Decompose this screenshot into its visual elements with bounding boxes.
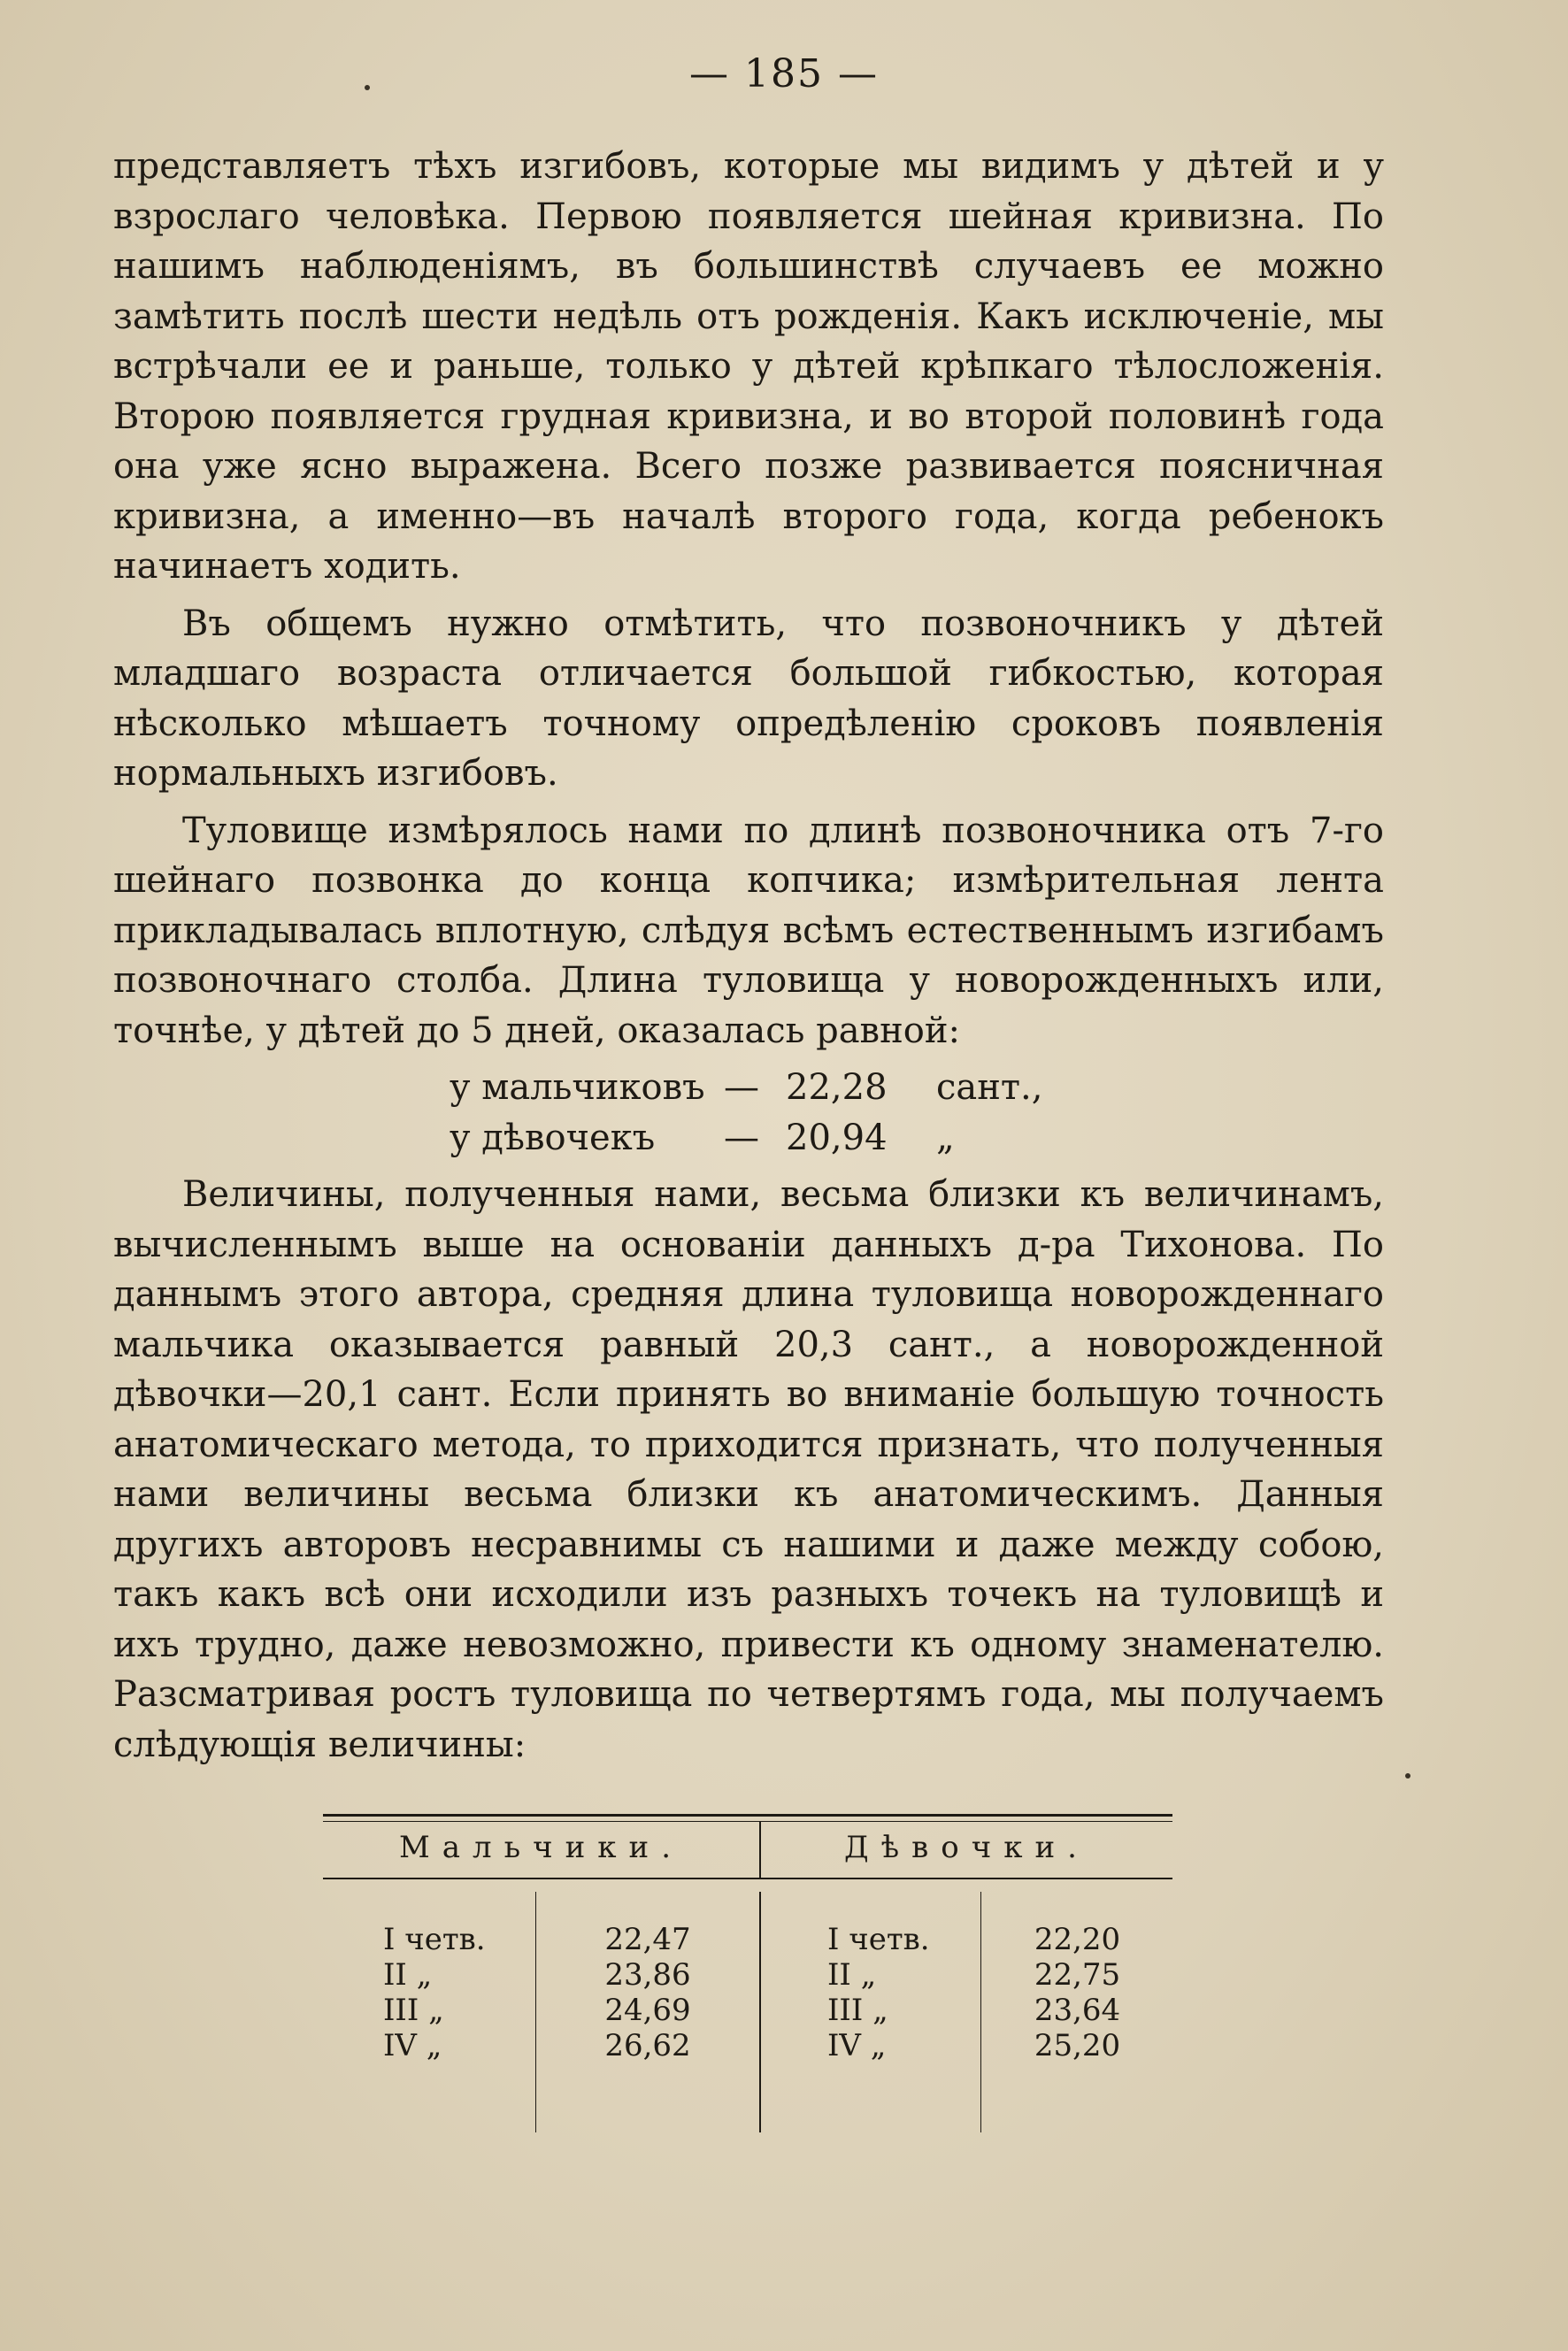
formula-value: 20,94	[786, 1117, 888, 1158]
formula-value: 22,28	[786, 1067, 888, 1108]
paragraph-2: Въ общемъ нужно отмѣтить, что позвоночникъ у дѣтей младшаго возраста отличается большой гибкостью, которая нѣсколько мѣшаетъ точному опредѣленію сроковъ появленія нормальныхъ изгибовъ.	[113, 603, 1384, 794]
body-text	[113, 142, 1384, 1777]
formula-label: у мальчиковъ	[450, 1067, 705, 1108]
boys-quarter: IV „	[383, 2028, 442, 2063]
formula-unit: сант.,	[936, 1067, 1043, 1108]
page-number: — 185 —	[689, 51, 879, 96]
formula-unit: „	[936, 1117, 955, 1158]
table-row	[323, 2028, 1172, 2063]
trunk-length-formula	[113, 1063, 1384, 1163]
table-header-boys: Мальчики.	[398, 1830, 684, 1865]
paragraph-1: представляетъ тѣхъ изгибовъ, которые мы видимъ у дѣтей и у взрослаго человѣка. Первою появляется шейная кривизна. По нашимъ наблюденіямъ, въ большинствѣ случаевъ ее можно замѣтить послѣ шести недѣль отъ рожденія. Какъ исключеніе, мы встрѣчали ее и раньше, только у дѣтей крѣпкаго тѣлосложенія. Второю появляется грудная кривизна, и во второй половинѣ года она уже ясно выражена. Всего позже развивается поясничная кривизна, а именно—въ началѣ второго года, когда ребенокъ начинаетъ ходить.	[113, 146, 1384, 587]
trunk-growth-table	[323, 1814, 1172, 2097]
boys-value: 22,47	[604, 1922, 691, 1957]
formula-dash: —	[724, 1117, 759, 1158]
boys-value: 26,62	[604, 2028, 691, 2063]
formula-row-boys	[450, 1063, 1384, 1113]
table-rule-top-thin	[323, 1821, 1172, 1822]
boys-quarter: II „	[383, 1957, 433, 1993]
girls-value: 22,20	[1034, 1922, 1121, 1957]
girls-quarter: II „	[827, 1957, 877, 1993]
formula-row-girls	[450, 1113, 1384, 1164]
girls-value: 25,20	[1034, 2028, 1121, 2063]
print-speck	[1405, 1773, 1410, 1779]
table-row	[323, 1993, 1172, 2028]
girls-value: 23,64	[1034, 1993, 1121, 2028]
formula-dash: —	[724, 1067, 759, 1108]
paragraph-4: Величины, полученныя нами, весьма близки къ величинамъ, вычисленнымъ выше на основаніи данныхъ д-ра Тихонова. По даннымъ этого автора, средняя длина туловища новорожденнаго мальчика оказывается равный 20,3 сант., а новорожденной дѣвочки—20,1 сант. Если принять во вниманіе большую точность анатомическаго метода, то приходится признать, что полученныя нами величины весьма близки къ анатомическимъ. Данныя другихъ авторовъ несравнимы съ нашими и даже между собою, такъ какъ всѣ они исходили изъ разныхъ точекъ на туловищѣ и ихъ трудно, даже невозможно, привести къ одному знаменателю. Разсматривая ростъ туловища по четвертямъ года, мы получаемъ слѣдующія величины:	[113, 1174, 1384, 1765]
formula-label: у дѣвочекъ	[450, 1117, 656, 1158]
table-rule-top	[323, 1814, 1172, 1817]
girls-quarter: I четв.	[827, 1922, 930, 1957]
table-header-girls: Дѣвочки.	[844, 1830, 1089, 1865]
boys-quarter: III „	[383, 1993, 444, 2028]
girls-quarter: III „	[827, 1993, 888, 2028]
table-rule-header	[323, 1878, 1172, 1879]
girls-value: 22,75	[1034, 1957, 1121, 1993]
boys-value: 23,86	[604, 1957, 691, 1993]
girls-quarter: IV „	[827, 2028, 887, 2063]
table-row	[323, 1957, 1172, 1993]
print-speck	[365, 85, 370, 90]
boys-quarter: I четв.	[383, 1922, 486, 1957]
table-row	[323, 1922, 1172, 1957]
boys-value: 24,69	[604, 1993, 691, 2028]
paragraph-3: Туловище измѣрялось нами по длинѣ позвоночника отъ 7-го шейнаго позвонка до конца копчика; измѣрительная лента прикладывалась вплотную, слѣдуя всѣмъ естественнымъ изгибамъ позвоночнаго столба. Длина туловища у новорожденныхъ или, точнѣе, у дѣтей до 5 дней, оказалась равной:	[113, 810, 1384, 1051]
